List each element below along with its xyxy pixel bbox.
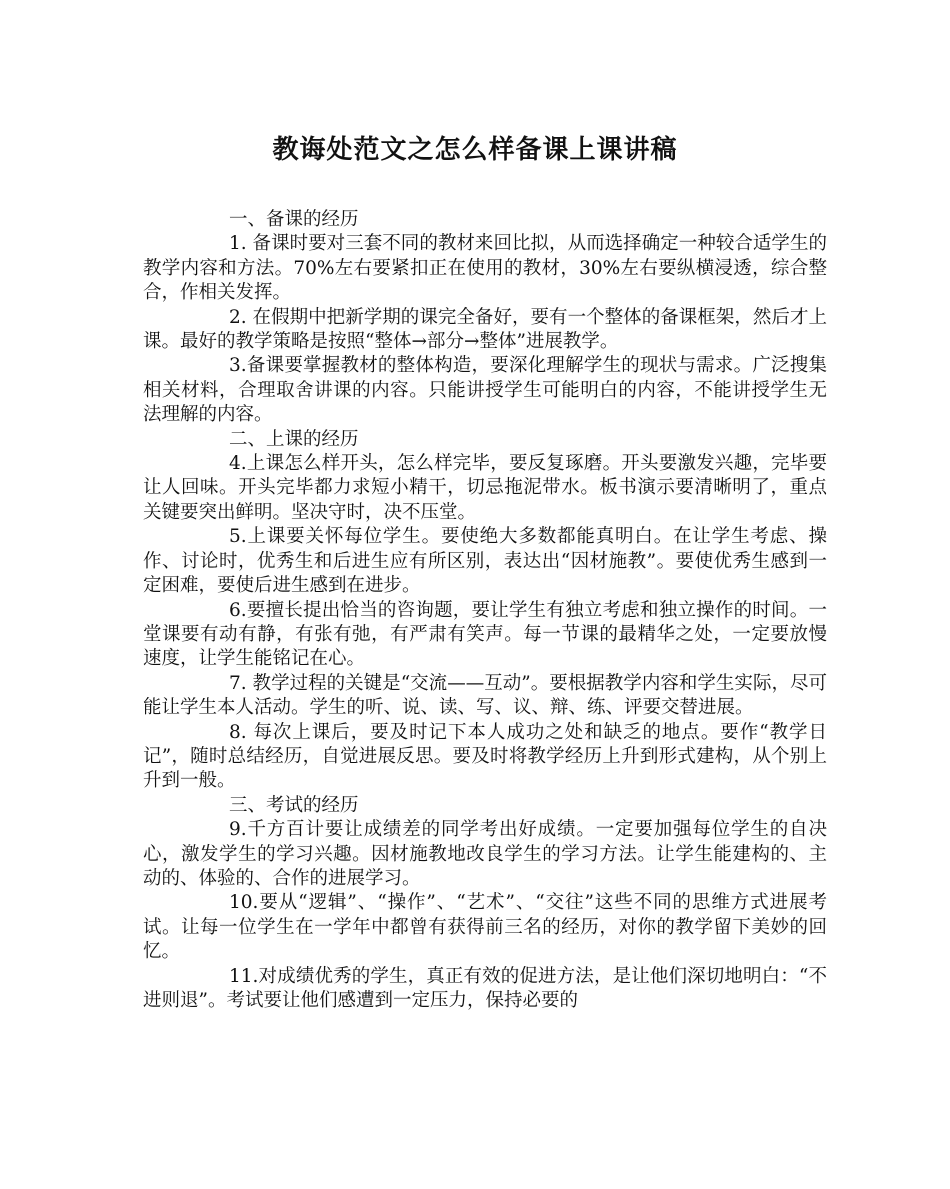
document-title: 教诲处范文之怎么样备课上课讲稿 [272, 135, 678, 165]
section-heading-lesson-prep: 一、备课的经历 [229, 209, 359, 230]
section-heading-exams: 三、考试的经历 [229, 794, 359, 816]
paragraph-9: 9.千方百计要让成绩差的同学考出好成绩。一定要加强每位学生的自决心，激发学生的学习兴趣。因材施教地改良学生的学习方法。让学生能建构的、主动的、体验的、合作的进展学习。 [143, 819, 827, 889]
paragraph-3: 3.备课要掌握教材的整体构造，要深化理解学生的现状与需求。广泛搜集相关材料，合理取舍讲课的内容。只能讲授学生可能明白的内容，不能讲授学生无法理解的内容。 [143, 355, 827, 426]
paragraph-6: 6.要擅长提出恰当的咨询题，要让学生有独立考虑和独立操作的时间。一堂课要有动有静，有张有弛，有严肃有笑声。每一节课的最精华之处，一定要放慢速度，让学生能铭记在心。 [143, 599, 827, 670]
paragraph-4: 4.上课怎么样开头，怎么样完毕，要反复琢磨。开头要激发兴趣，完毕要让人回味。开头完毕都力求短小精干，切忌拖泥带水。板书演示要清晰明了，重点关键要突出鲜明。坚决守时，决不压堂。 [143, 453, 827, 523]
paragraph-5: 5.上课要关怀每位学生。要使绝大多数都能真明白。在让学生考虑、操作、讨论时，优秀生和后进生应有所区别，表达出“因材施教”。要使优秀生感到一定困难，要使后进生感到在进步。 [143, 526, 827, 597]
paragraph-11: 11.对成绩优秀的学生，真正有效的促进方法，是让他们深切地明白：“不进则退”。考试要让他们感遭到一定压力，保持必要的 [143, 965, 827, 1011]
paragraph-2: 2. 在假期中把新学期的课完全备好，要有一个整体的备课框架，然后才上课。最好的教学策略是按照“整体→部分→整体”进展教学。 [143, 306, 827, 353]
section-heading-teaching: 二、上课的经历 [229, 428, 359, 450]
paragraph-7: 7. 教学过程的关键是“交流——互动”。要根据教学内容和学生实际，尽可能让学生本人活动。学生的听、说、读、写、议、辩、练、评要交替进展。 [143, 672, 827, 719]
document-body [143, 208, 827, 1013]
paragraph-10: 10.要从“逻辑”、“操作”、“艺术”、“交往”这些不同的思维方式进展考试。让每一位学生在一学年中都曾有获得前三名的经历，对你的教学留下美妙的回忆。 [143, 892, 827, 963]
paragraph-1: 1. 备课时要对三套不同的教材来回比拟，从而选择确定一种较合适学生的教学内容和方法。70%左右要紧扣正在使用的教材，30%左右要纵横浸透，综合整合，作相关发挥。 [143, 233, 827, 304]
paragraph-8: 8. 每次上课后，要及时记下本人成功之处和缺乏的地点。要作“教学日记”，随时总结经历，自觉进展反思。要及时将教学经历上升到形式建构，从个别上升到一般。 [143, 721, 827, 792]
